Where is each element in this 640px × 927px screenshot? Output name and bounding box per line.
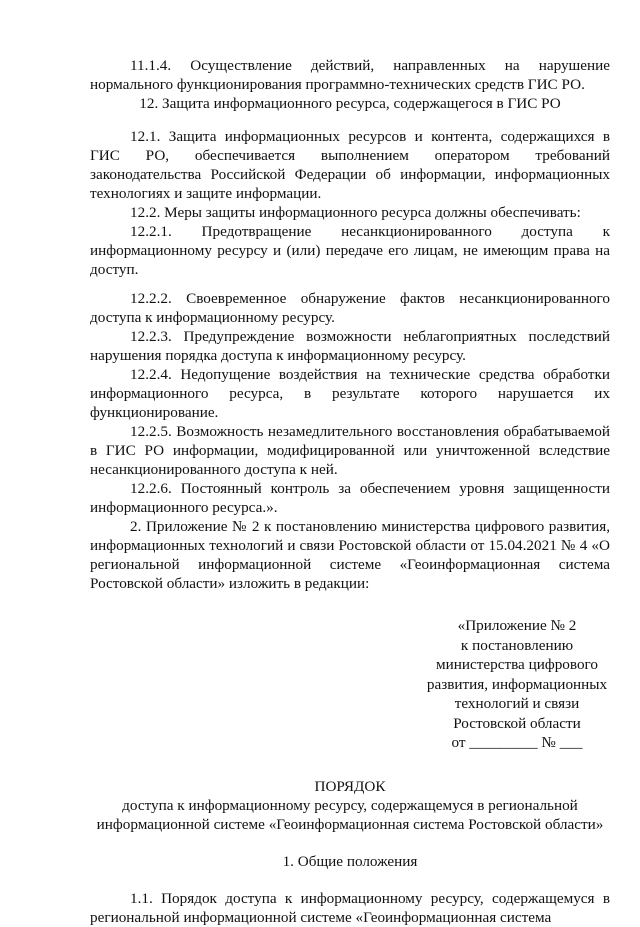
paragraph-1-1: 1.1. Порядок доступа к информационному ресурсу, содержащемуся в региональной информационной системе «Геоинформационная система <box>90 889 610 926</box>
section-1-title: 1. Общие положения <box>282 852 418 870</box>
appendix-line: технологий и связи <box>454 695 580 712</box>
paragraph-12-1: 12.1. Защита информационных ресурсов и контента, содержащихся в ГИС РО, обеспечивается выполнением оператором требований законодательства Российской Федерации об информации, информационных технологиях и защите информации. <box>90 128 610 202</box>
paragraph-12-2-3: 12.2.3. Предупреждение возможности неблагоприятных последствий нарушения порядка доступа к информационному ресурсу. <box>90 328 610 364</box>
order-subtitle-line: доступа к информационному ресурсу, содержащемуся в региональной <box>122 796 578 814</box>
appendix-line: «Приложение № 2 <box>457 617 577 634</box>
appendix-line: от _________ № ___ <box>451 734 583 751</box>
order-subtitle-line: информационной системе «Геоинформационная система Ростовской области» <box>96 815 604 833</box>
appendix-line: министерства цифрового <box>436 656 598 673</box>
paragraph-12-2-1: 12.2.1. Предотвращение несанкционированного доступа к информационному ресурсу и (или) передаче его лицам, не имеющим права на доступ. <box>90 223 610 278</box>
paragraph-11-1-4: 11.1.4. Осуществление действий, направленных на нарушение нормального функционирования программно-технических средств ГИС РО. <box>90 57 610 93</box>
paragraph-12-2: 12.2. Меры защиты информационного ресурса должны обеспечивать: <box>130 204 581 221</box>
appendix-line: Ростовской области <box>453 714 581 732</box>
paragraph-12-2-5: 12.2.5. Возможность незамедлительного восстановления обрабатываемой в ГИС РО информации, модифицированной или уничтоженной вследствие несанкционированного доступа к ней. <box>90 423 610 478</box>
appendix-line: к постановлению <box>460 636 574 654</box>
paragraph-12-2-4: 12.2.4. Недопущение воздействия на технические средства обработки информационного ресурса, в результате которого нарушается их функционирование. <box>90 366 610 421</box>
document-page <box>90 56 610 927</box>
paragraph-2: 2. Приложение № 2 к постановлению министерства цифрового развития, информационных технологий и связи Ростовской области от 15.04.2021 № 4 «О региональной информационной системе «Геоинформационная система Ростовской области» изложить в редакции: <box>90 518 610 592</box>
appendix-header <box>426 616 608 753</box>
appendix-line: развития, информационных <box>426 675 608 693</box>
order-title-block <box>90 777 610 834</box>
order-title: ПОРЯДОК <box>314 777 386 795</box>
paragraph-12-2-2: 12.2.2. Своевременное обнаружение фактов несанкционированного доступа к информационному ресурсу. <box>90 290 610 326</box>
section-12-title: 12. Защита информационного ресурса, содержащегося в ГИС РО <box>139 95 561 112</box>
paragraph-12-2-6: 12.2.6. Постоянный контроль за обеспечением уровня защищенности информационного ресурса.». <box>90 480 610 516</box>
